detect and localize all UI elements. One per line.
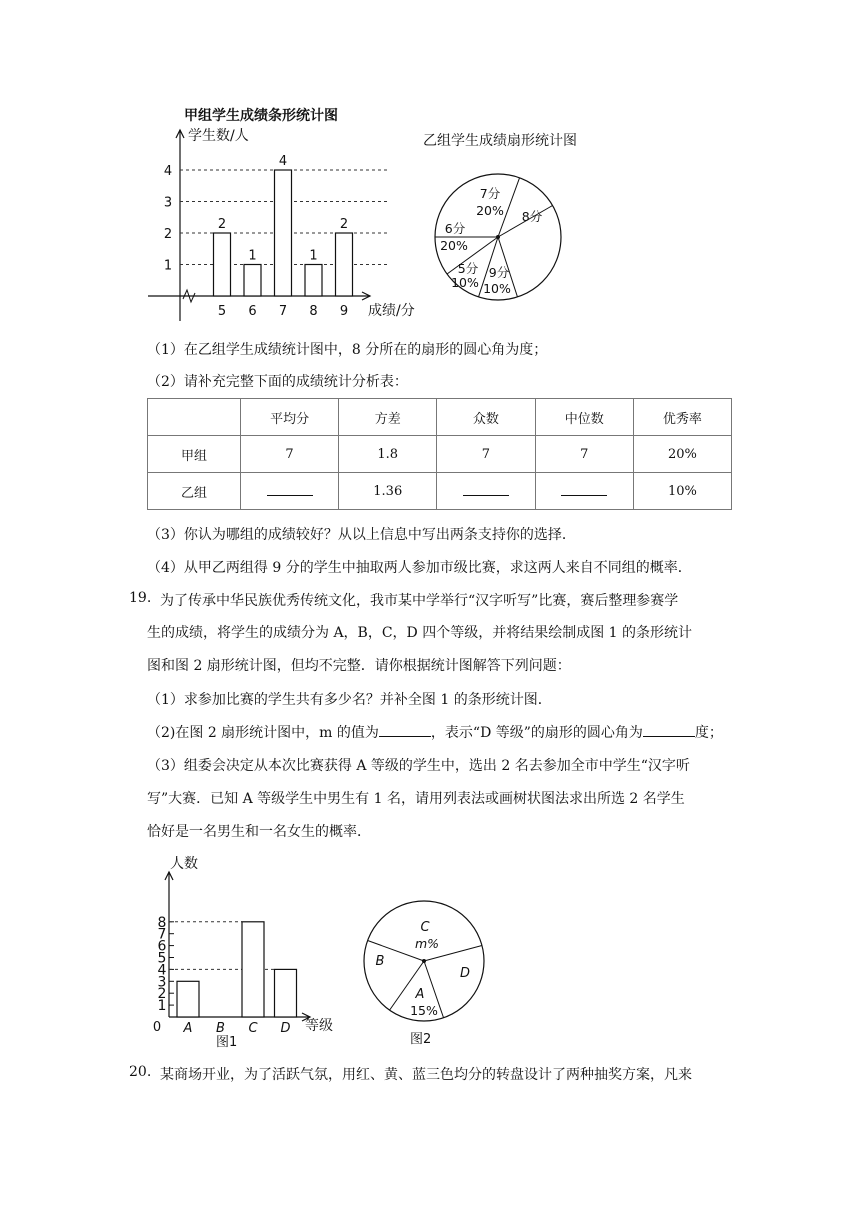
q19-part2-text-b: ，表示“D 等级”的扇形的圆心角为: [430, 725, 643, 741]
q19-intro-line3: 图和图 2 扇形统计图，但均不完整．请你根据统计图解答下列问题：: [147, 658, 571, 674]
group-a-bar-chart: [140, 100, 430, 330]
answer-blank: [379, 724, 431, 737]
answer-blank: [643, 724, 695, 737]
table-row: [148, 473, 732, 510]
pie-slice-percent: 20%: [440, 238, 468, 253]
y-tick-label: 2: [157, 986, 167, 1003]
y-tick-label: 3: [163, 195, 173, 211]
table-header-cell: 中位数: [535, 399, 633, 436]
table-cell: 1.36: [339, 473, 437, 510]
x-tick-label: C: [248, 1021, 258, 1036]
table-cell: 1.8: [339, 436, 437, 473]
chart3-xlabel: 等级: [305, 1018, 333, 1034]
bar: [336, 233, 353, 296]
q19-part2: [147, 722, 723, 742]
y-tick-label: 4: [163, 164, 173, 179]
pie-center: [496, 235, 500, 239]
pie-slice-percent: 20%: [476, 203, 504, 218]
q19-part3-line2: 写”大赛．已知 A 等级学生中男生有 1 名，请用列表法或画树状图法求出所选 2 名学生: [147, 791, 685, 807]
y-tick-label: 6: [157, 938, 167, 955]
table-cell: 10%: [633, 473, 731, 510]
bar-value-label: 2: [339, 217, 349, 232]
pie-slice-percent: 10%: [451, 275, 479, 290]
answer-blank: [267, 483, 313, 496]
q20-text: 某商场开业，为了活跃气氛，用红、黄、蓝三色均分的转盘设计了两种抽奖方案，凡来: [160, 1067, 692, 1083]
bar-value-label: 4: [278, 154, 288, 169]
table-cell: 7: [240, 436, 338, 473]
chart3-caption: 图1: [216, 1035, 238, 1050]
bar-value-label: 2: [217, 217, 227, 232]
pie-slice-label: A: [415, 987, 425, 1002]
bar: [177, 981, 199, 1017]
q19-number: 19.: [129, 590, 152, 606]
table-cell-blank: [437, 473, 535, 510]
q19-part1: （1）求参加比赛的学生共有多少名？并补全图 1 的条形统计图．: [147, 692, 552, 708]
table-cell-blank: [535, 473, 633, 510]
q20-number: 20.: [129, 1064, 152, 1080]
x-tick-label: D: [280, 1021, 291, 1036]
bar: [214, 233, 231, 296]
table-header-cell: [148, 399, 241, 436]
score-analysis-table: [147, 398, 732, 510]
pie-slice-label: 9分: [488, 265, 510, 280]
answer-blank: [561, 483, 607, 496]
x-tick-label: 8: [309, 304, 318, 319]
y-tick-label: 1: [157, 998, 167, 1015]
pie-slice-percent: m%: [414, 936, 440, 951]
pie-slice-label: 7分: [479, 186, 501, 201]
pie-slice-label: C: [420, 920, 430, 935]
y-tick-label: 8: [157, 914, 167, 931]
q19-intro-line2: 生的成绩，将学生的成绩分为 A，B，C，D 四个等级，并将结果绘制成图 1 的条形统计: [147, 625, 693, 641]
q19-part3-line1: （3）组委会决定从本次比赛获得 A 等级的学生中，选出 2 名去参加全市中学生“汉字听: [147, 758, 690, 774]
table-cell: 甲组: [148, 436, 241, 473]
bar-value-label: 1: [309, 248, 318, 264]
table-header-cell: 众数: [437, 399, 535, 436]
answer-blank: [463, 483, 509, 496]
table-cell: 7: [535, 436, 633, 473]
y-tick-label: 1: [163, 258, 173, 274]
group-b-pie-chart: [415, 125, 615, 310]
q18-part1: （1）在乙组学生成绩统计图中，8 分所在的扇形的圆心角为度；: [147, 342, 548, 358]
bar: [275, 969, 297, 1017]
grade-bar-chart: [140, 850, 370, 1050]
table-cell: 乙组: [148, 473, 241, 510]
y-tick-label: 3: [157, 974, 167, 991]
bar: [242, 922, 264, 1017]
table-header-cell: 方差: [339, 399, 437, 436]
axis-break: [183, 290, 195, 302]
bar: [275, 170, 292, 296]
y-tick-label: 2: [163, 227, 173, 242]
bar-value-label: 1: [248, 248, 257, 264]
table-header-row: [148, 399, 732, 436]
q19-part3-line3: 恰好是一名男生和一名女生的概率．: [147, 824, 371, 840]
q19-intro-line1: 为了传承中华民族优秀传统文化，我市某中学举行“汉字听写”比赛，赛后整理参赛学: [160, 593, 679, 609]
table-header-cell: 优秀率: [633, 399, 731, 436]
chart1-ylabel: 学生数/人: [188, 128, 249, 144]
pie-center: [422, 959, 426, 963]
grade-pie-chart: [358, 893, 498, 1048]
x-tick-label: 6: [248, 304, 257, 319]
pie-slice-label: 5分: [457, 261, 479, 276]
y-tick-label: 5: [157, 950, 167, 967]
q18-part2: （2）请补充完整下面的成绩统计分析表：: [147, 374, 408, 390]
pie-slice-label: B: [375, 954, 385, 969]
table-header-cell: 平均分: [240, 399, 338, 436]
x-tick-label: 5: [217, 304, 227, 319]
pie-slice-percent: 10%: [483, 281, 511, 296]
pie-slice-label: 6分: [444, 221, 466, 236]
chart1-title: 甲组学生成绩条形统计图: [184, 108, 338, 124]
q19-part2-text-a: （2)在图 2 扇形统计图中，m 的值为: [147, 725, 379, 741]
pie-slice-label: 8分: [521, 209, 543, 224]
origin-label: 0: [152, 1020, 162, 1035]
x-tick-label: A: [183, 1021, 193, 1036]
x-tick-label: B: [216, 1021, 225, 1036]
bar: [305, 265, 322, 297]
chart1-xlabel: 成绩/分: [368, 303, 415, 319]
x-tick-label: 7: [278, 304, 288, 319]
q19-part2-text-c: 度；: [694, 725, 723, 741]
table-cell-blank: [240, 473, 338, 510]
chart2-title: 乙组学生成绩扇形统计图: [423, 133, 577, 149]
table-cell: 7: [437, 436, 535, 473]
pie-slice-percent: 15%: [410, 1003, 438, 1018]
q18-part4: （4）从甲乙两组得 9 分的学生中抽取两人参加市级比赛，求这两人来自不同组的概率．: [147, 560, 692, 576]
q18-part3: （3）你认为哪组的成绩较好？从以上信息中写出两条支持你的选择．: [147, 527, 576, 543]
chart3-ylabel: 人数: [170, 856, 198, 872]
chart4-caption: 图2: [410, 1032, 432, 1047]
table-cell: 20%: [633, 436, 731, 473]
y-tick-label: 4: [157, 962, 167, 979]
pie-slice-label: D: [459, 966, 471, 981]
table-row: [148, 436, 732, 473]
x-tick-label: 9: [339, 304, 349, 319]
y-tick-label: 7: [157, 926, 167, 943]
bar: [244, 265, 261, 297]
